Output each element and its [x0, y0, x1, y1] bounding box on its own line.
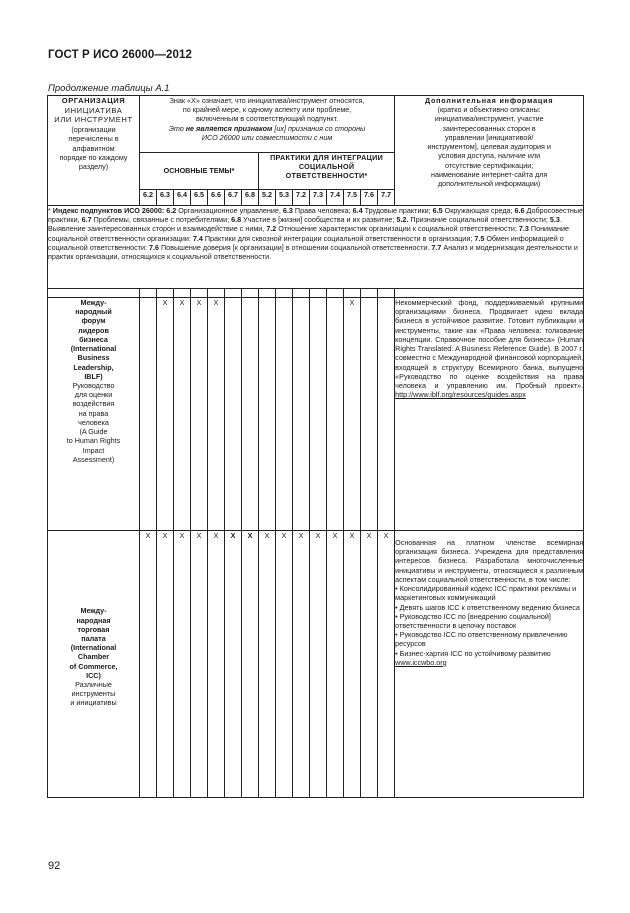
subclause-number: 6.6 — [208, 190, 225, 206]
description-text: Некоммерческий фонд, поддерживаемый крупными организациями бизнеса. Продвигает идею вклада бизнеса в устойчивое развитие. Готовит публикации и инструменты, такие как «Права человека: толкование концепции. Справочное пособие для бизнеса» (Human Rights Translated: A Business Reference Guide). В 2007 г. совместно с Международной финансовой корпорацией, входящей в структуру Всемирного банка, выпущено «Руководство по оценке воздействия на права человека и управлению им. Пробный проект». — [395, 298, 584, 390]
table-row — [48, 298, 584, 531]
subclause-number: 6.5 — [191, 190, 208, 206]
subclause-number: 7.2 — [293, 190, 310, 206]
org-name-line: of Commerce, — [69, 661, 118, 671]
footnote-text: . Выявление заинтересованных сторон и взаимодействие с ними, — [48, 215, 562, 234]
org-name-line: Leadership, — [73, 362, 114, 372]
spacer-cell — [174, 289, 191, 298]
x-mark: X — [208, 298, 225, 531]
sign-note-line — [140, 124, 394, 133]
footnote-text: Обмен информацией о социальной ответственности: — [48, 233, 564, 252]
x-mark: X — [344, 298, 361, 531]
subclause-number: 6.3 — [157, 190, 174, 206]
list-item: • Руководство ICC по ответственному привлечению ресурсов — [395, 630, 568, 649]
tool-name-line: человека — [78, 417, 109, 427]
website-link[interactable]: http://www.iblf.org/resources/guides.aspx — [395, 390, 526, 400]
org-header-title: ОРГАНИЗАЦИЯ — [61, 96, 126, 105]
tool-name-line: Impact — [82, 445, 105, 455]
sign-note-part: Это — [168, 123, 186, 133]
subclause-number: 7.4 — [327, 190, 344, 206]
footnote-text: Организационное управление, — [176, 206, 283, 215]
tool-name-line: Различные — [75, 680, 112, 690]
list-item: • Консолидированный кодекс ICC практики рекламы и маркетинговых коммуникаций — [395, 584, 577, 603]
sign-note-line: Знак «X» означает, что инициатива/инструмент относятся, — [169, 96, 365, 105]
x-mark: X — [174, 531, 191, 798]
footnote-text: Трудовые практики; — [362, 206, 433, 215]
footnote-key: 7.4 — [192, 233, 203, 243]
footnote-key: 5.3 — [549, 215, 560, 225]
org-name-line: народный — [75, 307, 112, 317]
footnote-key: 6.6 — [514, 206, 525, 215]
footnote-key: 5.2. — [396, 215, 409, 225]
additional-info-header — [395, 96, 584, 206]
x-mark: X — [191, 298, 208, 531]
tool-name-line: и инициативы — [70, 698, 117, 708]
x-mark: X — [140, 531, 157, 798]
spacer-cell — [344, 289, 361, 298]
x-mark — [361, 298, 378, 531]
footnote-star: * — [48, 206, 53, 215]
org-name-line: бизнеса — [79, 334, 108, 344]
additional-info-line: инструментом], целевая аудитория и — [427, 142, 551, 152]
spacer-cell — [225, 289, 242, 298]
footnote-text: Проблемы, связанные с потребителями; — [91, 215, 232, 225]
org-header-line: перечислены в — [68, 134, 119, 144]
x-mark: X — [259, 531, 276, 798]
subclause-number: 7.6 — [361, 190, 378, 206]
spacer-cell — [378, 289, 395, 298]
footnote-text: Права человека; — [292, 206, 353, 215]
footnote-key: 7.6 — [149, 242, 160, 252]
additional-info-cell — [395, 298, 584, 531]
footnote-key: 7.3 — [518, 224, 529, 234]
x-mark: X — [242, 531, 259, 798]
table-continuation-caption: Продолжение таблицы А.1 — [48, 83, 170, 94]
x-mark — [310, 298, 327, 531]
spacer-cell — [327, 289, 344, 298]
list-item: • Девять шагов ICC к ответственному ведению бизнеса — [395, 602, 580, 612]
sign-note-line: по крайней мере, к одному аспекту или проблеме, — [182, 105, 352, 115]
x-mark: X — [225, 531, 242, 798]
x-mark — [140, 298, 157, 531]
page-number: 92 — [48, 860, 61, 872]
footnote-key: 6.7 — [81, 215, 92, 225]
additional-info-line: заинтересованных сторон в — [442, 123, 536, 133]
tool-name-line: (A Guide — [79, 427, 108, 437]
x-mark: X — [157, 298, 174, 531]
org-header-line: ИНИЦИАТИВА — [64, 105, 123, 115]
x-mark — [259, 298, 276, 531]
additional-info-line: (кратко и объективно описаны: — [437, 105, 541, 115]
list-item: • Бизнес-хартия ICC по устойчивому развитию — [395, 648, 551, 658]
tool-name-line: инструменты — [71, 689, 116, 699]
initiatives-table — [47, 95, 584, 798]
footnote-key: 6.4 — [352, 206, 363, 215]
footnote-text: Добросовестные практики, — [48, 206, 584, 225]
org-name-cell — [48, 298, 140, 531]
spacer-cell — [276, 289, 293, 298]
sign-note-line: ИСО 26000 или совместимости с ним — [201, 132, 333, 142]
org-header-line: алфавитном — [72, 143, 115, 153]
x-mark: X — [310, 531, 327, 798]
footnote-text: Понимание социальной ответственности организации: — [48, 224, 569, 243]
table-row — [48, 531, 584, 798]
x-mark: X — [361, 531, 378, 798]
x-mark: X — [378, 531, 395, 798]
footnote-key: 7.2 — [266, 224, 277, 234]
subclause-number: 6.4 — [174, 190, 191, 206]
tool-name-line: для оценки — [74, 390, 113, 400]
spacer-cell — [157, 289, 174, 298]
x-mark — [276, 298, 293, 531]
additional-info-line: управлении [инициативой/ — [444, 132, 534, 142]
list-item: • Руководство ICC по [внедрению социальной] ответственности в цепочку поставок — [395, 611, 551, 630]
footnote-key: 7.7 — [431, 242, 442, 252]
description-text: Основанная на платном членстве всемирная организация бизнеса. Учреждена для представления интересов бизнеса. Разработала многочисленные инициативы и инструменты, относящиеся к различным аспектам социальной ответственности, в том числе: — [395, 538, 584, 584]
x-mark: X — [208, 531, 225, 798]
org-name-line: Между- — [80, 606, 107, 616]
org-name-line: (International — [70, 344, 117, 354]
additional-info-cell — [395, 531, 584, 798]
footnote-text: Признание социальной ответственности; — [408, 215, 550, 225]
sign-note-line: включенным в соответствующий подпункт. — [196, 114, 339, 124]
org-header-line: порядке по каждому — [59, 152, 128, 162]
footnote-key: 6.3 — [282, 206, 293, 215]
spacer-cell — [191, 289, 208, 298]
subclause-number: 6.2 — [140, 190, 157, 206]
x-mark — [242, 298, 259, 531]
x-mark: X — [157, 531, 174, 798]
footnote-key: 6.5 — [432, 206, 443, 215]
subclause-number: 7.5 — [344, 190, 361, 206]
practices-header: ПРАКТИКИ ДЛЯ ИНТЕГРАЦИИ СОЦИАЛЬНОЙ ОТВЕТСТВЕННОСТИ* — [259, 153, 395, 190]
footnote-key: 7.5 — [474, 233, 485, 243]
spacer-cell — [48, 289, 140, 298]
document-title: ГОСТ Р ИСО 26000—2012 — [48, 49, 193, 61]
footnote-text: Анализ и модернизация деятельности и практик организации, относящихся к социальной ответственности. — [48, 242, 578, 262]
org-name-line: форум — [81, 316, 106, 326]
x-mark — [327, 298, 344, 531]
tool-name-line: to Human Rights — [66, 436, 121, 446]
org-header-line: ИЛИ ИНСТРУМЕНТ — [54, 115, 133, 125]
org-header-line: разделу) — [78, 162, 109, 172]
org-name-line: Chamber — [77, 652, 110, 662]
core-themes-header: ОСНОВНЫЕ ТЕМЫ* — [140, 153, 259, 190]
website-link[interactable]: www.iccwbo.org — [395, 657, 447, 667]
spacer-cell — [361, 289, 378, 298]
x-mark: X — [293, 531, 310, 798]
spacer-cell — [293, 289, 310, 298]
org-name-cell — [48, 531, 140, 798]
spacer-cell — [208, 289, 225, 298]
additional-info-line: инициатива/инструмент, участие — [434, 114, 544, 124]
subclause-number: 5.3 — [276, 190, 293, 206]
org-name-line: торговая — [77, 624, 110, 634]
org-name-line: Между- — [80, 298, 107, 307]
org-name-line: народная — [76, 615, 111, 625]
spacer-cell — [242, 289, 259, 298]
subclause-number: 7.7 — [378, 190, 395, 206]
subclause-number: 5.2 — [259, 190, 276, 206]
x-sign-explanation — [140, 96, 395, 153]
subclause-number: 6.7 — [225, 190, 242, 206]
org-name-line: палата — [81, 633, 106, 643]
org-name-line: ICC) — [86, 670, 101, 680]
footnote-text: Практики для сквозной интеграции социальной ответственности в организации; — [202, 233, 475, 243]
footnote-text: Окружающая среда; — [442, 206, 515, 215]
spacer-cell — [395, 289, 584, 298]
tool-name-line: воздействия — [72, 399, 115, 409]
subclause-index-footnote — [48, 206, 584, 289]
org-name-line: лидеров — [78, 325, 109, 335]
org-name-line: IBLF) — [84, 371, 103, 381]
org-header-line: (организации — [71, 125, 116, 135]
additional-info-line: дополнительной информации) — [437, 178, 541, 188]
additional-info-line: отсутствие сертификации; — [445, 160, 534, 170]
footnote-lead: Индекс подпунктов ИСО 26000: — [52, 206, 165, 215]
footnote-text: Участие в [жизни] сообщества и их развитие; — [241, 215, 397, 225]
footnote-text: Повышение доверия [к организации] в отношении социальной ответственности. — [159, 242, 432, 252]
x-mark — [378, 298, 395, 531]
x-mark: X — [191, 531, 208, 798]
spacer-cell — [259, 289, 276, 298]
footnote-key: 6.2 — [166, 206, 177, 215]
footnote-text: Отношение характеристик организации к социальной ответственности; — [276, 224, 519, 234]
sign-note-part: [их] признания со стороны — [272, 123, 366, 133]
x-mark: X — [327, 531, 344, 798]
subclause-number: 6.8 — [242, 190, 259, 206]
tool-name-line: на права — [78, 408, 109, 418]
tool-name-line: Assessment) — [72, 454, 115, 464]
spacer-cell — [310, 289, 327, 298]
additional-info-line: наименование интернет-сайта для — [431, 169, 548, 179]
tool-name-line: Руководство — [72, 380, 115, 390]
additional-info-line: условия доступа, наличие или — [438, 151, 541, 161]
additional-info-title: Дополнительная информация — [424, 96, 554, 105]
sign-note-emphasis: не является признаком — [185, 123, 273, 133]
org-name-line: Business — [77, 353, 110, 363]
x-mark — [293, 298, 310, 531]
x-mark: X — [344, 531, 361, 798]
org-column-header — [48, 96, 140, 206]
x-mark: X — [276, 531, 293, 798]
x-mark: X — [174, 298, 191, 531]
spacer-cell — [140, 289, 157, 298]
footnote-key: 6.8 — [231, 215, 242, 225]
x-mark — [225, 298, 242, 531]
subclause-number: 7.3 — [310, 190, 327, 206]
org-name-line: (International — [70, 643, 117, 653]
